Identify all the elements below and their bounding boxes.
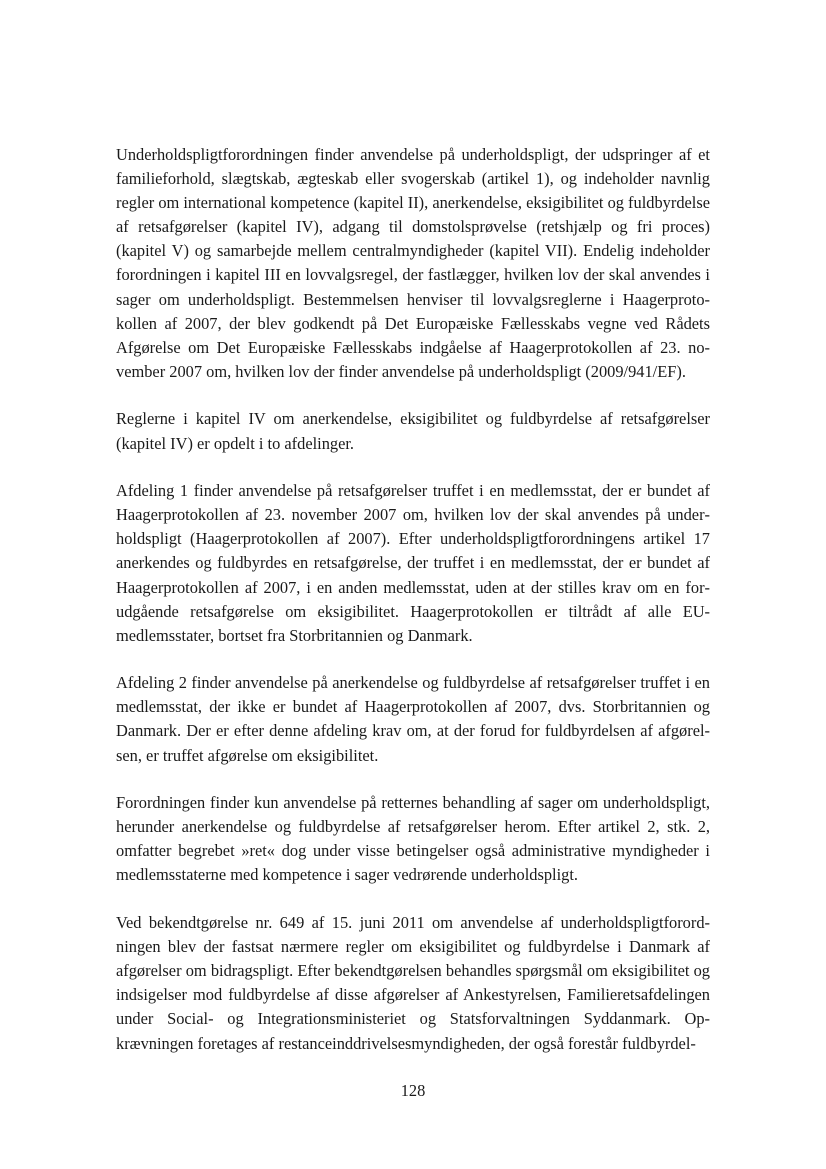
paragraph-5: Forordningen finder kun anvendelse på retternes behandling af sager om underholdspligt, herunder anerkendelse og fuldbyrdelse af retsafgørelser herom. Efter artikel 2, stk. 2, omfatter begrebet »ret« dog under visse betingelser også administrative myndigheder i medlemsstaterne med kompetence i sager vedrørende underholdspligt. bbox=[116, 793, 710, 885]
paragraph-3: Afdeling 1 finder anvendelse på retsafgørelser truffet i en medlemsstat, der er bundet af Haagerprotokollen af 23. november 2007 om, hvilken lov der skal anvendes på underholdspligt (Haagerprotokollen af 2007). Efter underholdspligtforordningens artikel 17 anerkendes og fuldbyrdes en retsafgørelse, der truffet i en medlemsstat, der er bundet af Haagerprotokollen af 2007, i en anden medlemsstat, uden at der stilles krav om en forudgående retsafgørelse om eksigibilitet. Haagerprotokollen er tiltrådt af alle EU-medlemsstater, bortset fra Storbritannien og Danmark. bbox=[116, 481, 710, 645]
body-text bbox=[116, 143, 710, 1079]
paragraph-1: Underholdspligtforordningen finder anvendelse på underholdspligt, der udspringer af et familieforhold, slægtskab, ægteskab eller svogerskab (artikel 1), og indeholder navnlig regler om international kompetence (kapitel II), anerkendelse, eksigibilitet og fuldbyrdelse af retsafgørelser (kapitel IV), adgang til domstolsprøvelse (retshjælp og fri proces) (kapitel V) og samarbejde mellem centralmyndigheder (kapitel VII). Endelig indeholder forordningen i kapitel III en lovvalgsregel, der fastlægger, hvilken lov der skal anvendes i sager om underholdspligt. Bestemmelsen henviser til lovvalgsreglerne i Haagerprotokollen af 2007, der blev godkendt på Det Europæiske Fællesskabs vegne ved Rådets Afgørelse om Det Europæiske Fællesskabs indgåelse af Haagerprotokollen af 23. november 2007 om, hvilken lov der finder anvendelse på underholdspligt (2009/941/EF). bbox=[116, 145, 710, 381]
paragraph-6: Ved bekendtgørelse nr. 649 af 15. juni 2011 om anvendelse af underholdspligtforordningen blev der fastsat nærmere regler om eksigibilitet og fuldbyrdelse i Danmark af afgørelser om bidragspligt. Efter bekendtgørelsen behandles spørgsmål om eksigibilitet og indsigelser mod fuldbyrdelse af disse afgørelser af Ankestyrelsen, Familieretsafdelingen under Social- og Integrationsministeriet og Statsforvaltningen Syddanmark. Opkrævningen foretages af restanceinddrivelsesmyndigheden, der også forestår fuldbyrdel- bbox=[116, 913, 710, 1053]
paragraph-4: Afdeling 2 finder anvendelse på anerkendelse og fuldbyrdelse af retsafgørelser truffet i en medlemsstat, der ikke er bundet af Haagerprotokollen af 2007, dvs. Storbritannien og Danmark. Der er efter denne afdeling krav om, at der forud for fuldbyrdelsen af afgørelsen, er truffet afgørelse om eksigibilitet. bbox=[116, 673, 710, 765]
page-number: 128 bbox=[400, 1081, 426, 1100]
paragraph-2: Reglerne i kapitel IV om anerkendelse, eksigibilitet og fuldbyrdelse af retsafgørelser (kapitel IV) er opdelt i to afdelinger. bbox=[116, 409, 710, 453]
